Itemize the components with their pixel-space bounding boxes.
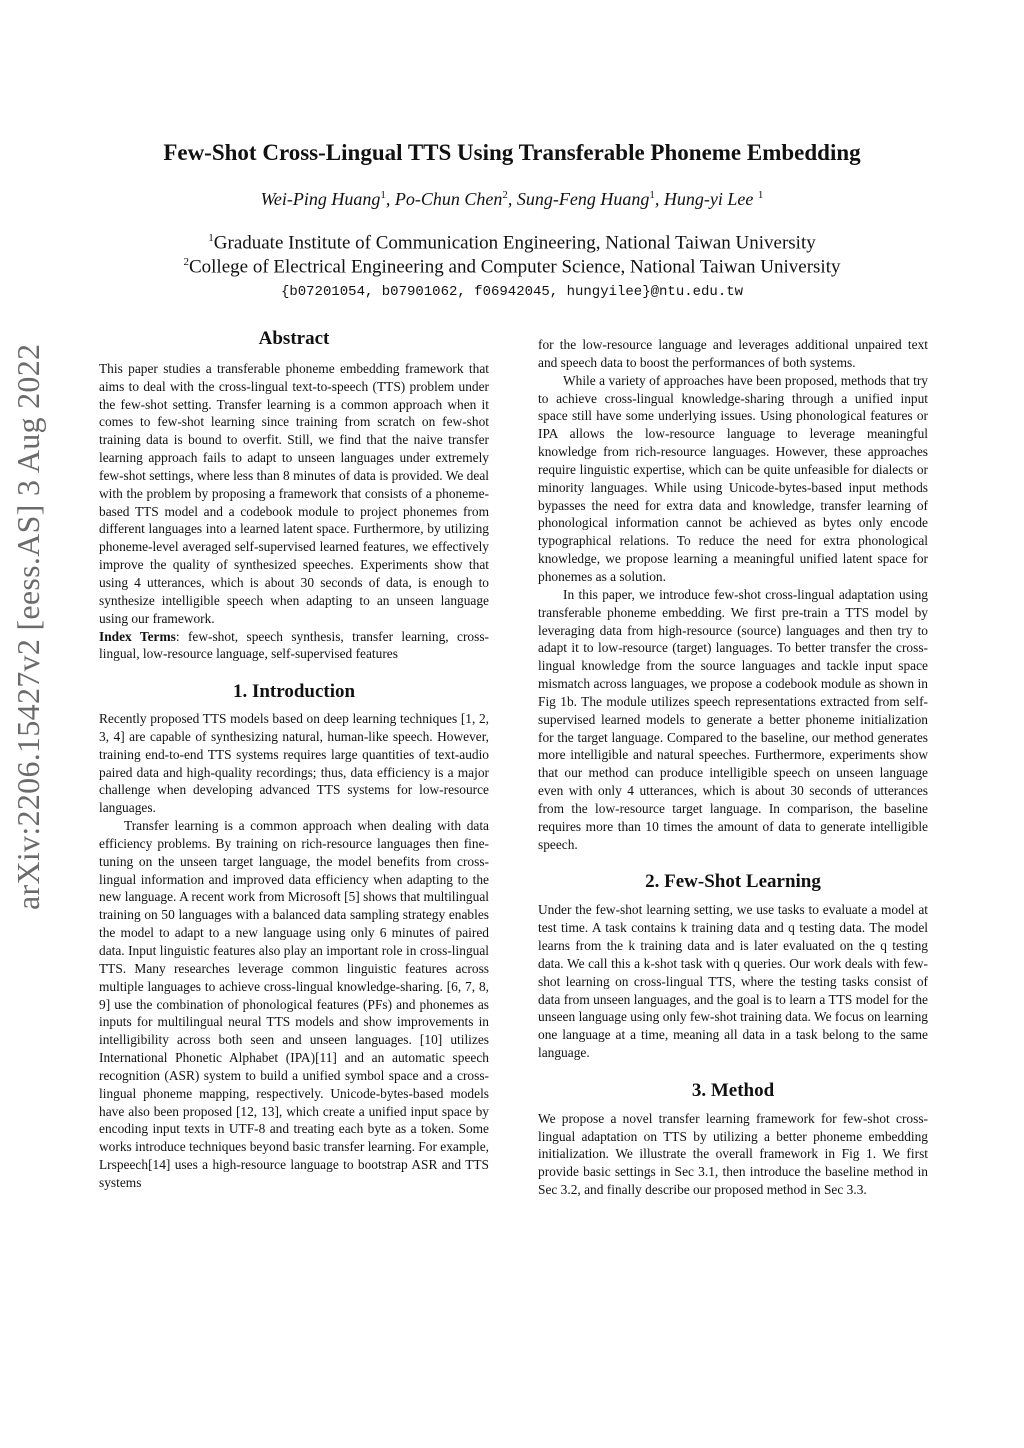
author-separator: , bbox=[385, 189, 395, 209]
author: Wei-Ping Huang bbox=[260, 189, 381, 209]
intro-paragraph-3: for the low-resource language and leverages additional unpaired text and speech data to boost the performances of both systems. bbox=[538, 337, 928, 370]
author: Po-Chun Chen bbox=[394, 189, 503, 209]
author-separator: , bbox=[654, 189, 664, 209]
few-shot-text: Under the few-shot learning setting, we use tasks to evaluate a model at test time. A task contains k training data and q testing data. The model learns from the k training data and is later evaluated on the q testing data. We call this a k-shot task with q queries. Our work deals with few-shot learning on cross-lingual TTS, where the testing tasks consist of data from unseen languages, and the goal is to learn a TTS model for the unseen language using only few-shot training data. We focus on learning one language at a time, meaning all data in a task belong to the same language. bbox=[538, 902, 928, 1061]
few-shot-heading: 2. Few-Shot Learning bbox=[645, 871, 821, 893]
author-emails[interactable]: {b07201054, b07901062, f06942045, hungyilee}@ntu.edu.tw bbox=[280, 284, 744, 300]
abstract-heading: Abstract bbox=[258, 328, 330, 349]
affiliation-number: 1 bbox=[208, 232, 214, 244]
paper-title: Few-Shot Cross-Lingual TTS Using Transferable Phoneme Embedding bbox=[163, 140, 861, 165]
author-list bbox=[0, 189, 1024, 210]
index-terms bbox=[99, 628, 489, 664]
intro-paragraph-4: While a variety of approaches have been proposed, methods that try to achieve cross-lingual knowledge-sharing through a unified input space still have some underlying issues. Using phonological features or IPA allows the low-resource language to leverage meaningful knowledge from rich-resource languages. However, these approaches require linguistic expertise, which can be quite unfeasible for dialects or minority languages. While using Unicode-bytes-based input methods bypasses the need for extra data and knowledge, transfer learning of phonological information cannot be achieved as bytes only encode typographical relations. To reduce the need for extra phonological knowledge, we propose learning a meaningful unified latent space for phonemes as a solution. bbox=[538, 372, 928, 584]
affiliation-number: 2 bbox=[183, 256, 189, 268]
intro-paragraph-2: Transfer learning is a common approach when dealing with data efficiency problems. By training on rich-resource languages then fine-tuning on the unseen target language, the model benefits from cross-lingual information and improved data efficiency when adapting to the new language. A recent work from Microsoft [5] shows that multilingual training on 50 languages with a balanced data sampling strategy enables the model to adapt to a new language using only 6 minutes of paired data. Input linguistic features also play an important role in cross-lingual TTS. Many researches leverage common linguistic features across multiple languages to achieve cross-lingual knowledge-sharing. [6, 7, 8, 9] use the combination of phonological features (PFs) and phonemes as inputs for multilingual neural TTS models and show improvements in intelligibility across both seen and unseen languages. [10] utilizes International Phonetic Alphabet (IPA)[11] and an automatic speech recognition (ASR) system to build a unified symbol space and a cross-lingual phoneme mapping, respectively. Unicode-bytes-based models have also been proposed [12, 13], which create a unified input space by encoding input texts in UTF-8 and treating each byte as a token. Some works introduce techniques beyond basic transfer learning. For example, Lrspeech[14] uses a high-resource language to bootstrap ASR and TTS systems bbox=[99, 818, 489, 1190]
method-heading: 3. Method bbox=[691, 1079, 775, 1101]
author: Sung-Feng Huang bbox=[516, 189, 650, 209]
author-separator: , bbox=[507, 189, 517, 209]
index-terms-label: Index Terms bbox=[99, 628, 176, 644]
intro-paragraph-1: Recently proposed TTS models based on deep learning techniques [1, 2, 3, 4] are capable of synthesizing natural, human-like speech. However, training end-to-end TTS systems requires large quantities of text-audio paired data and high-quality recordings; thus, data efficiency is a major challenge when developing advanced TTS systems for low-resource languages. bbox=[99, 711, 489, 816]
arxiv-sidebar-stamp: arXiv:2206.15427v2 [eess.AS] 3 Aug 2022 bbox=[10, 343, 46, 910]
affiliation-2 bbox=[0, 256, 1024, 278]
author: Hung-yi Lee bbox=[663, 189, 758, 209]
author-affiliation-mark: 1 bbox=[380, 189, 386, 201]
author-affiliation-mark: 1 bbox=[757, 189, 764, 201]
affiliation-1 bbox=[0, 232, 1024, 254]
left-column bbox=[99, 330, 489, 1192]
index-terms-text: : few-shot, speech synthesis, transfer learning, cross-lingual, low-resource language, self-supervised features bbox=[99, 628, 489, 662]
method-text: We propose a novel transfer learning framework for few-shot cross-lingual adaptation on TTS by utilizing a better phoneme embedding initialization. We illustrate the overall framework in Fig 1. We first provide basic settings in Sec 3.1, then introduce the baseline method in Sec 3.2, and finally describe our proposed method in Sec 3.3. bbox=[538, 1110, 928, 1198]
affiliation-text: College of Electrical Engineering and Computer Science, National Taiwan University bbox=[188, 256, 841, 278]
right-column bbox=[538, 336, 928, 1199]
affiliation-text: Graduate Institute of Communication Engineering, National Taiwan University bbox=[213, 232, 816, 254]
intro-paragraph-5: In this paper, we introduce few-shot cross-lingual adaptation using transferable phoneme embedding. We first pre-train a TTS model by leveraging data from high-resource (source) languages and then try to adapt it to low-resource (target) languages. To better transfer the cross-lingual knowledge from the source languages and tackle input space mismatch across languages, we propose a codebook module as shown in Fig 1b. The module utilizes speech representations extracted from self-supervised learned models to generate a better phoneme initialization for the target language. Compared to the baseline, our method generates more intelligible and natural speeches. Furthermore, experiments show that our method can produce intelligible speech on unseen language even with only 4 utterances, which is about 30 seconds of utterances from the low-resource target language. In comparison, the baseline requires more than 10 times the amount of data to generate intelligible speech. bbox=[538, 586, 928, 852]
author-affiliation-mark: 2 bbox=[502, 189, 508, 201]
abstract-text: This paper studies a transferable phoneme embedding framework that aims to deal with the cross-lingual text-to-speech (TTS) problem under the few-shot setting. Transfer learning is a common approach when it comes to few-shot learning since training from scratch on few-shot training data is bound to overfit. Still, we find that the naive transfer learning approach fails to adapt to unseen languages under extremely few-shot settings, where less than 8 minutes of data is provided. We deal with the problem by proposing a framework that consists of a phoneme-based TTS model and a codebook module to project phonemes from different languages into a learned latent space. Furthermore, by utilizing phoneme-level averaged self-supervised learned features, we effectively improve the quality of synthesized speeches. Experiments show that using 4 utterances, which is about 30 seconds of data, is enough to synthesize intelligible speech when adapting to an unseen language using our framework. bbox=[99, 360, 489, 626]
author-affiliation-mark: 1 bbox=[649, 189, 655, 201]
introduction-heading: 1. Introduction bbox=[232, 681, 356, 703]
